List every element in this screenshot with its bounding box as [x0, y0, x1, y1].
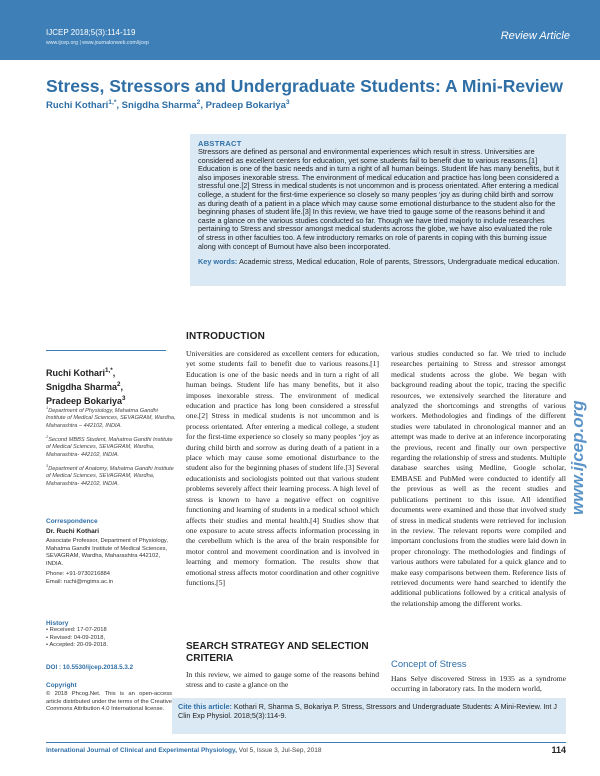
concept-of-stress-heading: Concept of Stress: [391, 659, 467, 670]
corr-name: Dr. Ruchi Kothari: [46, 528, 100, 535]
body-column-1-continued: In this review, we aimed to gauge some of the reasons behind stress and to caste a glance on the: [186, 670, 379, 690]
page-number: 114: [551, 745, 566, 755]
cite-body: Kothari R, Sharma S, Bokariya P. Stress, Stressors and Undergraduate Students: A Mini-Review. Int J Clin Exp Physiol. 2018;5(3):114-9.: [178, 702, 557, 720]
sidebar-divider: [46, 350, 166, 351]
affiliations: [46, 404, 176, 488]
footer-issue: Vol 5, Issue 3, Jul-Sep, 2018: [236, 747, 322, 754]
affiliation-3: $^3$Department of Anatomy, Mahatma Gandhi Institute of Medical Sciences, SEVAGRAM, Wardha, Maharashtra- 442102, INDIA.: [46, 463, 174, 487]
search-strategy-heading: SEARCH STRATEGY AND SELECTION CRITERIA: [186, 641, 369, 664]
history-heading: History: [46, 620, 69, 627]
body-column-2: various studies conducted so far. We tried to include researches pertaining to Stress and stressor amongst medical students across the globe. We began with background reading about the topic, tracing the specific resources, we extensively searched the literature and analyzed the shortcomings and strengths of various workers. Methodologies and findings of the different studies were tabulated in chronological manner and an attempt was made to derive at an inference incorporating the previous, recent and finally our own perspective regarding the relationship of stress and students. Multiple database searches using Medline, Google scholar, EMBASE and PubMed were conducted to identify all the previous as well as the recent studies and publications pertinent to this issue. All identified documents were examined and those that involved study of stress in medical students were retrieved for inclusion in the review. The relevant reports were compiled and important conclusions from the studies were laid down in proper chronology. The methodologies and findings of various authors were tabulated for a quick glance and to make easy comparisons between them. Reference lists of retrieved documents were hand searched to identify the additional publications followed by a critical analysis of the relationship among the different works.: [391, 349, 566, 608]
copyright-heading: Copyright: [46, 682, 77, 689]
footer-divider: [46, 742, 566, 743]
doi-label: DOI :: [46, 664, 62, 671]
journal-citation-header: IJCEP 2018;5(3):114-119: [46, 28, 136, 37]
journal-website-link[interactable]: www.ijcep.org | www.journalonweb.com/ijcep: [46, 40, 149, 46]
corr-address: Associate Professor, Department of Physiology, Mahatma Gandhi Institute of Medical Sciences, SEVAGRAM, Wardha, Maharashtra 442102, INDIA.: [46, 538, 169, 567]
abstract-text: Stressors are defined as personal and environmental experiences which result in stress. Universities are considered as excellent centers for education, yet some students fail to benefit due to various reasons.[1] Education is one of the basic needs and in turn a right of all human beings. Student life has many benefits, but it also imposes inexorable stress. The environment of medical education and practice has long been considered a stressful one.[2] Stress in medical students is not uncommon and is process orientated. After entering a medical college, a student for the first-time experience so closely so many peoples ‘joy as during child birth and sorrow as during death of a patient in a place which may cause some emotional disturbance to the student also for the beginning phases of student life.[3] In this review, we have tried to gauge some of the reasons behind it and caste a glance on the various studies conducted so far. Though we have tried majorly to include researches pertaining to Stress and stressor amongst medical students across the globe, we have also evaluated the role of stress in other faculties too. A few introductory remarks on role of parents in coping with this burning issue along with concept of Burnout have also been incorporated.: [198, 147, 560, 251]
keywords-text: Academic stress, Medical education, Role of parents, Stressors, Undergraduate medical education.: [238, 257, 560, 266]
correspondence-section: [46, 518, 176, 587]
correspondence-heading: Correspondence: [46, 518, 98, 525]
doi-value[interactable]: 10.5530/ijcep.2018.5.3.2: [62, 664, 134, 671]
cite-label: Cite this article:: [178, 702, 232, 711]
sidebar-authors: Ruchi Kothari$^{1,*}$, Snigdha Sharma$^2$, Pradeep Bokariya$^3$: [46, 367, 126, 406]
keywords-label: Key words:: [198, 257, 238, 266]
abstract-heading: ABSTRACT: [198, 139, 242, 148]
introduction-heading: INTRODUCTION: [186, 331, 266, 342]
copyright-section: [46, 682, 172, 714]
history-section: [46, 620, 176, 650]
cite-text: [178, 703, 560, 721]
article-type-label: Review Article: [500, 30, 570, 42]
history-revised: • Revised: 04-09-2018,: [46, 634, 106, 641]
affiliation-2: $^2$Second MBBS Student, Mahatma Gandhi Institute of Medical Sciences, SEVAGRAM, Wardha, Maharashtra- 442102, INDIA.: [46, 434, 173, 458]
article-title: Stress, Stressors and Undergraduate Students: A Mini-Review: [46, 76, 564, 96]
history-accepted: • Accepted: 20-09-2018.: [46, 642, 108, 649]
footer-journal-name: International Journal of Clinical and Experimental Physiology,: [46, 747, 237, 754]
doi-line: [46, 664, 176, 671]
corr-email[interactable]: Email: ruchi@mgims.ac.in: [46, 578, 114, 585]
side-website-watermark: www.ijcep.org: [568, 400, 587, 515]
body-column-1: Universities are considered as excellent centers for education, yet some students fail to benefit due to various reasons.[1] Education is one of the basic needs and in turn a right of all human beings. Student life has many benefits, but it also imposes inexorable stress. The environment of medical education and practice has long been considered a stressful one.[2] Stress in medical students is not uncommon and is process orientated. After entering a medical college, a student for the first-time experience so closely so many peoples ‘joy as during child birth and sorrow as during death of a patient in a place which may cause some emotional disturbance to the student also for the beginning phases of student life.[3] Several educationists and sociologists pointed out that various student problems severely affect their learning process. A high level of stress is known to have a negative effect on cognitive functioning and learning of students in a medical school which affects their studies and mental health.[4] Studies show that one exposure to acute stress affects information processing in the cerebellum which is the area of the brain responsible for motor control and movement coordination and is involved in learning and memory formation. The results show that emotional stress affects motor coordination and other cognitive functions.[5]: [186, 349, 379, 587]
copyright-text: © 2018 Phcog.Net. This is an open-access article distributed under the terms of the Creative Commons Attribution 4.0 International license.: [46, 691, 172, 713]
history-received: • Received: 17-07-2018: [46, 627, 107, 633]
affiliation-1: $^1$Department of Physiology, Mahatma Gandhi Institute of Medical Sciences, SEVAGRAM, Wardha, Maharashtra – 442102, INDIA.: [46, 405, 176, 429]
author-line: Ruchi Kothari$^{1,*}$, Snigdha Sharma$^2$, Pradeep Bokariya$^3$: [46, 99, 290, 112]
corr-phone: Phone: +91-9730216884: [46, 571, 110, 578]
footer-journal: [46, 747, 322, 754]
keywords: [198, 258, 560, 267]
body-column-2-continued: Hans Selye discovered Stress in 1935 as a syndrome occurring in laboratory rats. In the modern world,: [391, 674, 566, 694]
